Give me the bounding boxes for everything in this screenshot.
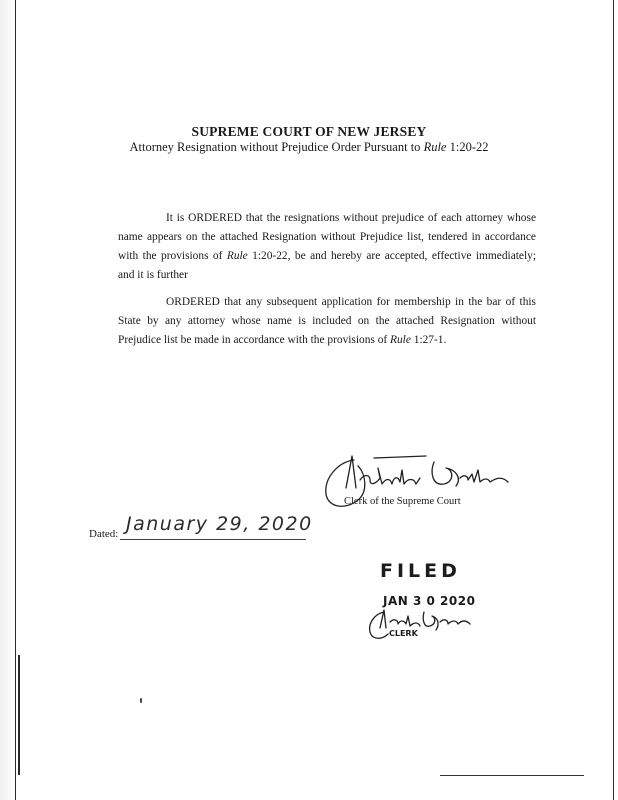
order-paragraph-1 <box>118 209 536 285</box>
subtitle-rule-number: 1:20-22 <box>446 140 489 154</box>
clerk-title: Clerk of the Supreme Court <box>344 496 461 507</box>
order-subtitle <box>0 140 618 155</box>
left-scan-line <box>15 0 16 800</box>
filed-stamp-clerk: CLERK <box>389 629 418 638</box>
bottom-rule <box>440 775 584 776</box>
filed-stamp-label: FILED <box>380 560 461 582</box>
court-title: SUPREME COURT OF NEW JERSEY <box>191 124 427 139</box>
scan-speck <box>140 698 142 703</box>
paragraph-1-text: It is ORDERED that the resignations without prejudice of each attorney whose name appears on the attached Resignation without Prejudice list, tendered in accordance with the provisions of <box>118 212 536 262</box>
margin-mark <box>18 655 20 775</box>
filed-stamp-signature <box>366 606 476 646</box>
paragraph-1-rule: Rule <box>226 250 248 262</box>
order-paragraph-2 <box>118 293 536 350</box>
paragraph-1-text-end: 1:20-22, be and hereby are accepted, effective immediately; and it is further <box>118 250 536 281</box>
dated-value: January 29, 2020 <box>126 513 313 535</box>
right-scan-line <box>613 0 614 800</box>
dated-underline <box>120 539 306 540</box>
dated-label: Dated: <box>89 528 119 540</box>
clerk-signature <box>316 448 526 518</box>
scan-edge <box>0 0 14 800</box>
filed-stamp-date: JAN 3 0 2020 <box>383 594 476 608</box>
paragraph-2-text: ORDERED that any subsequent application for membership in the bar of this State by any attorney whose name is included on the attached Resignation without Prejudice list be made in accordance with the provisions of <box>118 296 536 346</box>
paragraph-2-text-end: 1:27-1. <box>410 334 447 346</box>
paragraph-2-rule: Rule <box>390 334 411 346</box>
subtitle-rule: Rule <box>423 140 447 154</box>
subtitle-text: Attorney Resignation without Prejudice Order Pursuant to <box>129 140 424 154</box>
